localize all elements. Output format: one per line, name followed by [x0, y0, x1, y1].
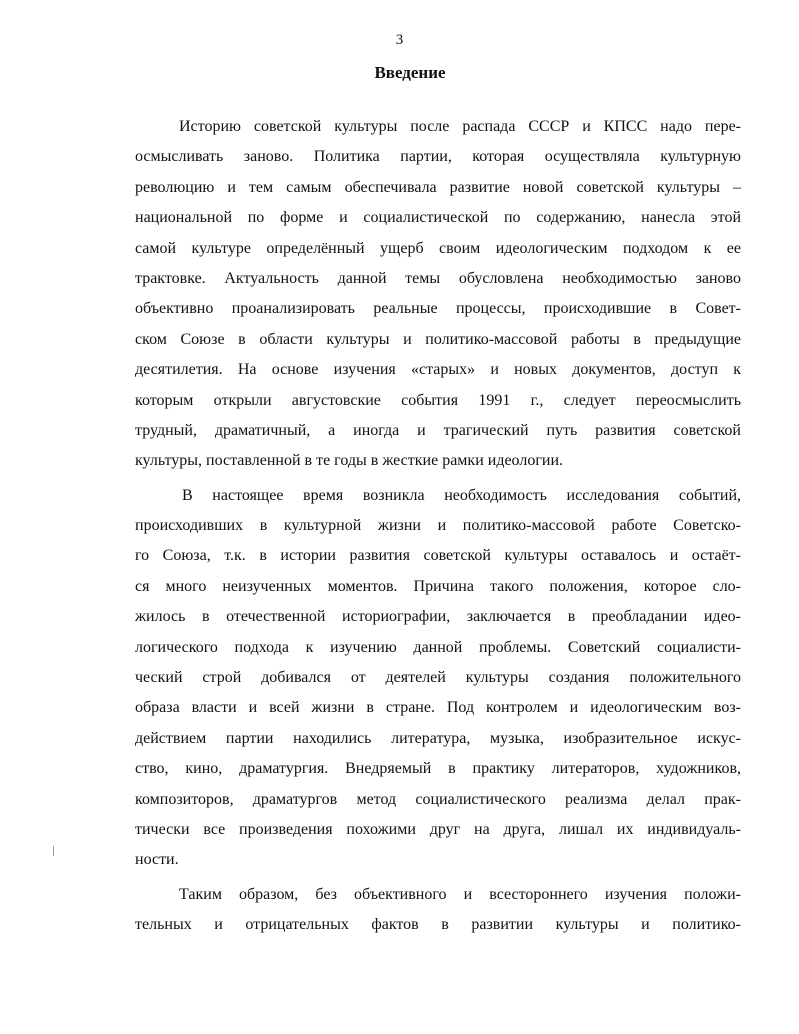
text-line: В настоящее время возникла необходимость исследования событий, — [182, 486, 741, 504]
text-line: жилось в отечественной историографии, заключается в преобладании идео- — [135, 608, 741, 626]
page-number: 3 — [395, 32, 404, 48]
paragraph-1 — [135, 118, 741, 483]
text-line: ском Союзе в области культуры и политико-массовой работы в предыдущие — [135, 330, 741, 348]
text-line: образа власти и всей жизни в стране. Под контролем и идеологическим воз- — [135, 699, 741, 717]
text-line: культуры, поставленной в те годы в жесткие рамки идеологии. — [135, 452, 564, 470]
text-line: Историю советской культуры после распада СССР и КПСС надо пере- — [179, 118, 741, 135]
text-line: действием партии находились литература, музыка, изобразительное искус- — [135, 729, 741, 747]
text-line: тически все произведения похожими друг на друга, лишал их индивидуаль- — [135, 820, 741, 838]
text-line: ся много неизученных моментов. Причина такого положения, которое сло- — [135, 577, 741, 595]
text-line: Таким образом, без объективного и всестороннего изучения положи- — [179, 885, 741, 903]
text-line: самой культуре определённый ущерб своим идеологическим подходом к ее — [135, 239, 741, 257]
text-line: трактовке. Актуальность данной темы обусловлена необходимостью заново — [135, 269, 741, 287]
text-line: национальной по форме и социалистической по содержанию, нанесла этой — [135, 209, 741, 227]
text-line: композиторов, драматургов метод социалистического реализма делал прак- — [135, 790, 741, 808]
text-line: происходивших в культурной жизни и политико-массовой работе Советско- — [135, 517, 741, 535]
text-line: логического подхода к изучению данной проблемы. Советский социалисти- — [135, 638, 741, 656]
text-line: ности. — [135, 851, 179, 869]
text-line: ческий строй добивался от деятелей культуры создания положительного — [135, 669, 741, 687]
text-line: которым открыли августовские события 1991 г., следует переосмыслить — [135, 391, 741, 409]
body-text — [135, 118, 741, 951]
text-line: ство, кино, драматургия. Внедряемый в практику литераторов, художников, — [135, 760, 741, 778]
paragraph-2 — [135, 487, 741, 882]
text-line: трудный, драматичный, а иногда и трагический путь развития советской — [135, 421, 741, 439]
text-line: объективно проанализировать реальные процессы, происходившие в Совет- — [135, 300, 741, 318]
paragraph-3 — [135, 886, 741, 947]
section-heading: Введение — [374, 63, 446, 82]
text-line: осмысливать заново. Политика партии, которая осуществляла культурную — [135, 148, 741, 166]
text-line: революцию и тем самым обеспечивала развитие новой советской культуры – — [135, 178, 741, 196]
scan-mark — [53, 846, 54, 856]
text-line: го Союза, т.к. в истории развития советской культуры оставалось и остаёт- — [135, 547, 741, 565]
text-line: десятилетия. На основе изучения «старых» и новых документов, доступ к — [135, 361, 741, 379]
text-line: тельных и отрицательных фактов в развитии культуры и политико- — [135, 916, 741, 934]
